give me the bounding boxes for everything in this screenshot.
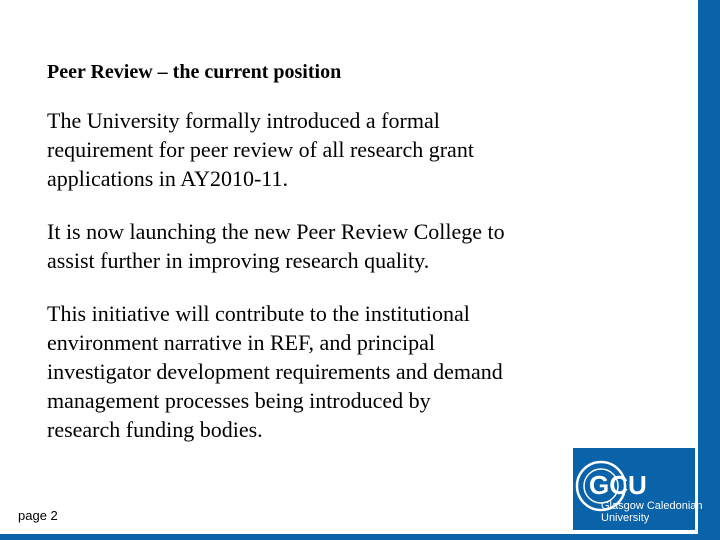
- bottom-brand-band: [0, 534, 720, 540]
- paragraph-line: assist further in improving research quality.: [47, 248, 430, 273]
- logo-line-1: Glasgow Caledonian: [601, 500, 703, 512]
- paragraph-line: investigator development requirements and demand: [47, 359, 503, 384]
- logo-line-2: University: [601, 512, 650, 524]
- paragraph-3: [47, 299, 607, 444]
- logo-acronym: GCU: [589, 470, 647, 500]
- paragraph-line: management processes being introduced by: [47, 388, 431, 413]
- slide-content: [47, 58, 607, 468]
- paragraph-2: [47, 217, 607, 275]
- paragraph-1: [47, 106, 607, 193]
- page-number: page 2: [18, 508, 58, 523]
- slide-title: Peer Review – the current position: [47, 61, 342, 83]
- paragraph-line: This initiative will contribute to the institutional: [47, 301, 470, 326]
- paragraph-line: research funding bodies.: [47, 417, 263, 442]
- paragraph-line: requirement for peer review of all research grant: [47, 137, 474, 162]
- paragraph-line: environment narrative in REF, and principal: [47, 330, 436, 355]
- paragraph-line: applications in AY2010-11.: [47, 166, 288, 191]
- paragraph-line: It is now launching the new Peer Review College to: [47, 219, 505, 244]
- brand-band-curve: [698, 0, 720, 540]
- right-brand-band: [698, 0, 720, 540]
- paragraph-line: The University formally introduced a formal: [47, 108, 440, 133]
- gcu-logo: [573, 448, 703, 530]
